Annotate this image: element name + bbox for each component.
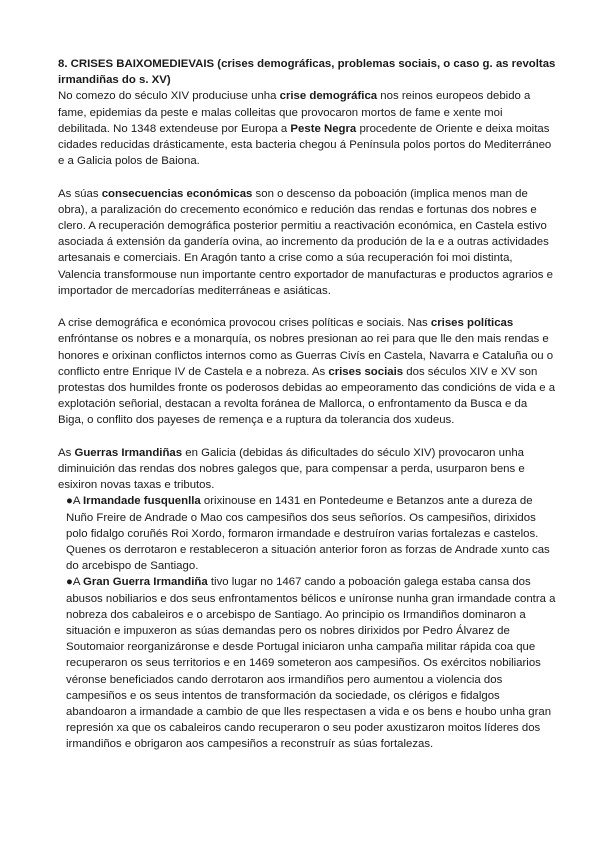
bullet-gran-guerra-irmandina xyxy=(58,574,556,752)
spacer xyxy=(58,429,556,445)
text: No comezo do século XIV produciuse unha xyxy=(58,90,280,103)
term-crises-politicas: crises políticas xyxy=(430,317,514,330)
term-guerras-irmandinas: Guerras Irmandiñas xyxy=(74,446,183,459)
text: As súas xyxy=(58,187,102,200)
bullet-icon: ●A xyxy=(66,495,84,508)
section-heading: 8. CRISES BAIXOMEDIEVAIS (crises demográficas, problemas sociais, o caso g. as revoltas irmandiñas do s. XV) xyxy=(58,58,556,87)
text: nos reinos europeos debido a fame, epidemias da peste e malas colleitas que provocaron mortos de fame e xente moi debilitada. No 1348 extendeuse por Europa a xyxy=(58,90,531,135)
paragraph-consecuencias xyxy=(58,186,556,299)
term-crises-sociais: crises sociais xyxy=(328,365,404,378)
text: tivo lugar no 1467 cando a poboación galega estaba cansa dos abusos nobiliarios e dos seus enfrontamentos bélicos e uníronse nunha gran irmandade contra a nobreza dos cabaleiros e o arcebispo de Santiago. Ao principio os Irmandiños dominaron a situación e impuxeron as súas demandas pero os nobres dirixidos por Pedro Álvarez de Soutomaior reorganizáronse e desde Portugal iniciaron unha campaña militar rápida coa que recuperaron os seus territorios e en 1469 someteron aos campesiños. Os exércitos nobiliarios véronse beneficiados cando derrotaron aos irmandiños pero aumentou a violencia dos campesiños e os seus intentos de transformación da sociedade, os clérigos e fidalgos abandoaron a irmandade a cambio de que lles respectasen a vida e os bens e houbo unha gran represión xa que os cabaleiros cando recuperaron o seu poder axustizaron moitos líderes dos irmandiños e obrigaron aos campesiños a reconstruír as súas fortalezas. xyxy=(66,576,556,751)
term-gran-guerra-irmandina: Gran Guerra Irmandiña xyxy=(83,576,208,589)
text: son o descenso da poboación (implica menos man de obra), a paralización do crecemento económico e redución das rendas e fortunas dos nobres e clero. A recuperación demográfica posterior permitiu a reactivación económica, en Castela estivo asociada á extensión da gandería ovina, ao incremento da produción de la e a outras actividades artesanais e comerciais. En Aragón tanto a crise como a súa recuperación foi moi distinta, Valencia transformouse nun importante centro exportador de manufacturas e productos agrarios e importador de mercadorías mediterráneas e asiáticas. xyxy=(58,187,553,297)
term-irmandade-fusquenlla: Irmandade fusquenlla xyxy=(83,495,201,508)
paragraph-guerras-irmandinas xyxy=(58,445,556,494)
spacer xyxy=(58,299,556,315)
text: orixinouse en 1431 en Pontedeume e Betanzos ante a dureza de Nuño Freire de Andrade o Mao cos campesiños dos seus señoríos. Os campesiños, dirixidos polo fidalgo coruñés Roi Xordo, formaron irmandade e destruíron varias fortalezas e castelos. Quenes os derrotaron e restableceron a situación anterior foron as forzas de Andrade xunto cas do arcebispo de Santiago. xyxy=(66,495,550,573)
term-consecuencias-economicas: consecuencias económicas xyxy=(101,187,253,200)
paragraph-crises-politicas-sociais xyxy=(58,315,556,428)
text: procedente de Oriente e deixa moitas cidades reducidas drásticamente, esta bacteria chegou á Península polos portos do Mediterráneo e a Galicia polos de Baiona. xyxy=(58,122,552,168)
text: dos séculos XIV e XV son protestas dos humildes fronte os poderosos debidas ao empeoramento das condicións de vida e a explotación señorial, destacan a revolta foránea de Mallorca, o enfrontamento da Busca e da Biga, o conflito dos payeses de remença e a ruptura da tolerancia dos xudeus. xyxy=(58,365,556,427)
text: enfróntanse os nobres e a monarquía, os nobres presionan ao rei para que lle den mais rendas e honores e orixinan conflictos internos como as Guerras Civís en Castela, Navarra e Cataluña ou o conflicto entre Enrique IV de Castela e a nobreza. As xyxy=(58,333,554,378)
text: A crise demográfica e económica provocou crises políticas e sociais. Nas xyxy=(58,317,431,330)
bullet-icon: ●A xyxy=(66,576,84,589)
term-peste-negra: Peste Negra xyxy=(290,122,357,135)
term-crise-demografica: crise demográfica xyxy=(279,90,378,103)
text: en Galicia (debidas ás dificultades do século XIV) provocaron unha diminuición das rendas dos nobres galegos que, para compensar a perda, usurparon bens e esixiron novas taxas e tributos. xyxy=(58,446,525,492)
paragraph-crise-demografica xyxy=(58,88,556,169)
text: As xyxy=(58,446,75,459)
spacer xyxy=(58,169,556,185)
bullet-irmandade-fusquenlla xyxy=(58,493,556,574)
